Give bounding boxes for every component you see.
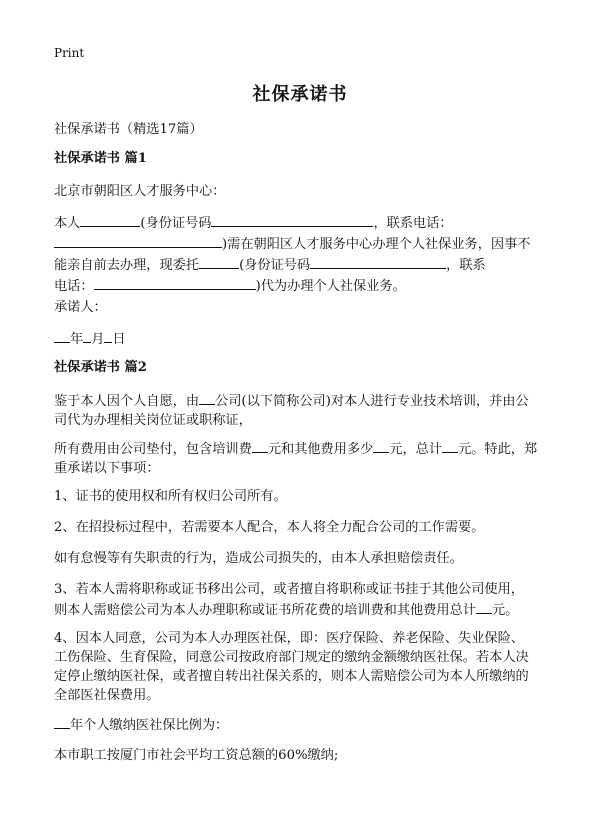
section2-item-2: 2、在招投标过程中，若需要本人配合，本人将全力配合公司的工作需要。 <box>54 520 485 535</box>
section1-addressee: 北京市朝阳区人才服务中心： <box>54 184 226 199</box>
text-segment: 元，总计 <box>389 442 443 457</box>
text-segment: 本人 <box>54 216 81 231</box>
blank-total-fee <box>442 438 458 453</box>
text-segment: (身份证号码 <box>239 258 311 273</box>
section2-item4-line-3: 定停止缴纳医社保，或者擅自转出社保关系的，则本人需赔偿公司为本人所缴纳的 <box>54 669 529 684</box>
text-segment: 公司(以下简称公司)对本人进行专业技术培训，并由公 <box>215 394 529 409</box>
section2-ratio-heading <box>54 714 548 735</box>
text-segment: 电话： <box>54 279 94 294</box>
section2-p1-line-2: 司代为办理相关岗位证或职称证， <box>54 413 252 428</box>
blank-year <box>54 328 70 343</box>
blank-company <box>199 390 215 405</box>
section1-paragraph <box>54 212 548 296</box>
blank-month <box>83 328 91 343</box>
section2-ratio-text: 本市职工按厦门市社会平均工资总额的60%缴纳; <box>54 748 339 763</box>
section2-p2-line-2: 重承诺以下事项： <box>54 461 160 476</box>
text-segment: ，联系 <box>446 258 486 273</box>
section2-p1-line-1 <box>54 390 548 411</box>
section2-heading: 社保承诺书 篇2 <box>54 360 147 375</box>
blank-training-fee <box>252 438 268 453</box>
blank-ratio-year <box>54 714 70 729</box>
text-segment: 元和其他费用多少 <box>267 442 374 457</box>
document-title: 社保承诺书 <box>252 84 348 105</box>
text-segment: 年 <box>70 332 84 347</box>
text-segment: (身份证号码 <box>140 216 212 231</box>
blank-delegate-id <box>310 254 446 269</box>
section2-p2-line-1 <box>54 438 548 459</box>
section2-item3-line-1: 3、若本人需将职称或证书移出公司，或者擅自将职称或证书挂于其他公司使用， <box>54 582 524 597</box>
text-segment: ，联系电话： <box>373 216 453 231</box>
section1-line-4 <box>54 275 548 296</box>
section2-paragraph-2 <box>54 438 548 478</box>
text-segment: 则本人需赔偿公司为本人办理职称或证书所花费的培训费和其他费用总计 <box>54 603 476 618</box>
section1-line-3 <box>54 254 548 275</box>
text-segment: 鉴于本人因个人自愿，由 <box>54 394 200 409</box>
section2-item-2b: 如有怠慢等有失职责的行为，造成公司损失的，由本人承担赔偿责任。 <box>54 551 463 566</box>
text-segment: 元。特此，郑 <box>458 442 538 457</box>
section2-item-4 <box>54 629 548 705</box>
section1-line-1 <box>54 212 548 233</box>
section1-date <box>54 328 548 349</box>
blank-name <box>80 212 140 227</box>
text-segment: )代为办理个人社保业务。 <box>255 279 406 294</box>
blank-delegate-name <box>199 254 239 269</box>
text-segment: 年个人缴纳医社保比例为： <box>70 718 229 733</box>
section2-item4-line-2: 工伤保险、生育保险，同意公司按政府部门规定的缴纳金额缴纳医社保。若本人决 <box>54 650 529 665</box>
text-segment: 能亲自前去办理，现委托 <box>54 258 200 273</box>
blank-id-number <box>211 212 373 227</box>
text-segment: 月 <box>91 332 105 347</box>
section1-signer: 承诺人： <box>54 300 107 315</box>
text-segment: )需在朝阳区人才服务中心办理个人社保业务，因事不 <box>222 237 531 252</box>
section2-item3-line-2 <box>54 599 548 620</box>
blank-phone <box>54 233 222 248</box>
section1-line-2 <box>54 233 548 254</box>
blank-other-fee <box>373 438 389 453</box>
print-link[interactable]: Print <box>54 46 85 60</box>
section1-heading: 社保承诺书 篇1 <box>54 151 147 166</box>
section2-item4-line-4: 全部医社保费用。 <box>54 688 160 703</box>
blank-total-amount <box>476 599 492 614</box>
text-segment: 元。 <box>492 603 519 618</box>
section2-paragraph-1 <box>54 390 548 430</box>
text-segment: 所有费用由公司垫付，包含培训费 <box>54 442 252 457</box>
text-segment: 日 <box>112 332 126 347</box>
section2-item-1: 1、证书的使用权和所有权归公司所有。 <box>54 489 287 504</box>
section2-item4-line-1: 4、因本人同意，公司为本人办理医社保，即：医疗保险、养老保险、失业保险、 <box>54 631 524 646</box>
section2-item-3 <box>54 580 548 620</box>
document-subtitle: 社保承诺书（精选17篇） <box>54 122 203 137</box>
blank-delegate-phone <box>94 275 256 290</box>
